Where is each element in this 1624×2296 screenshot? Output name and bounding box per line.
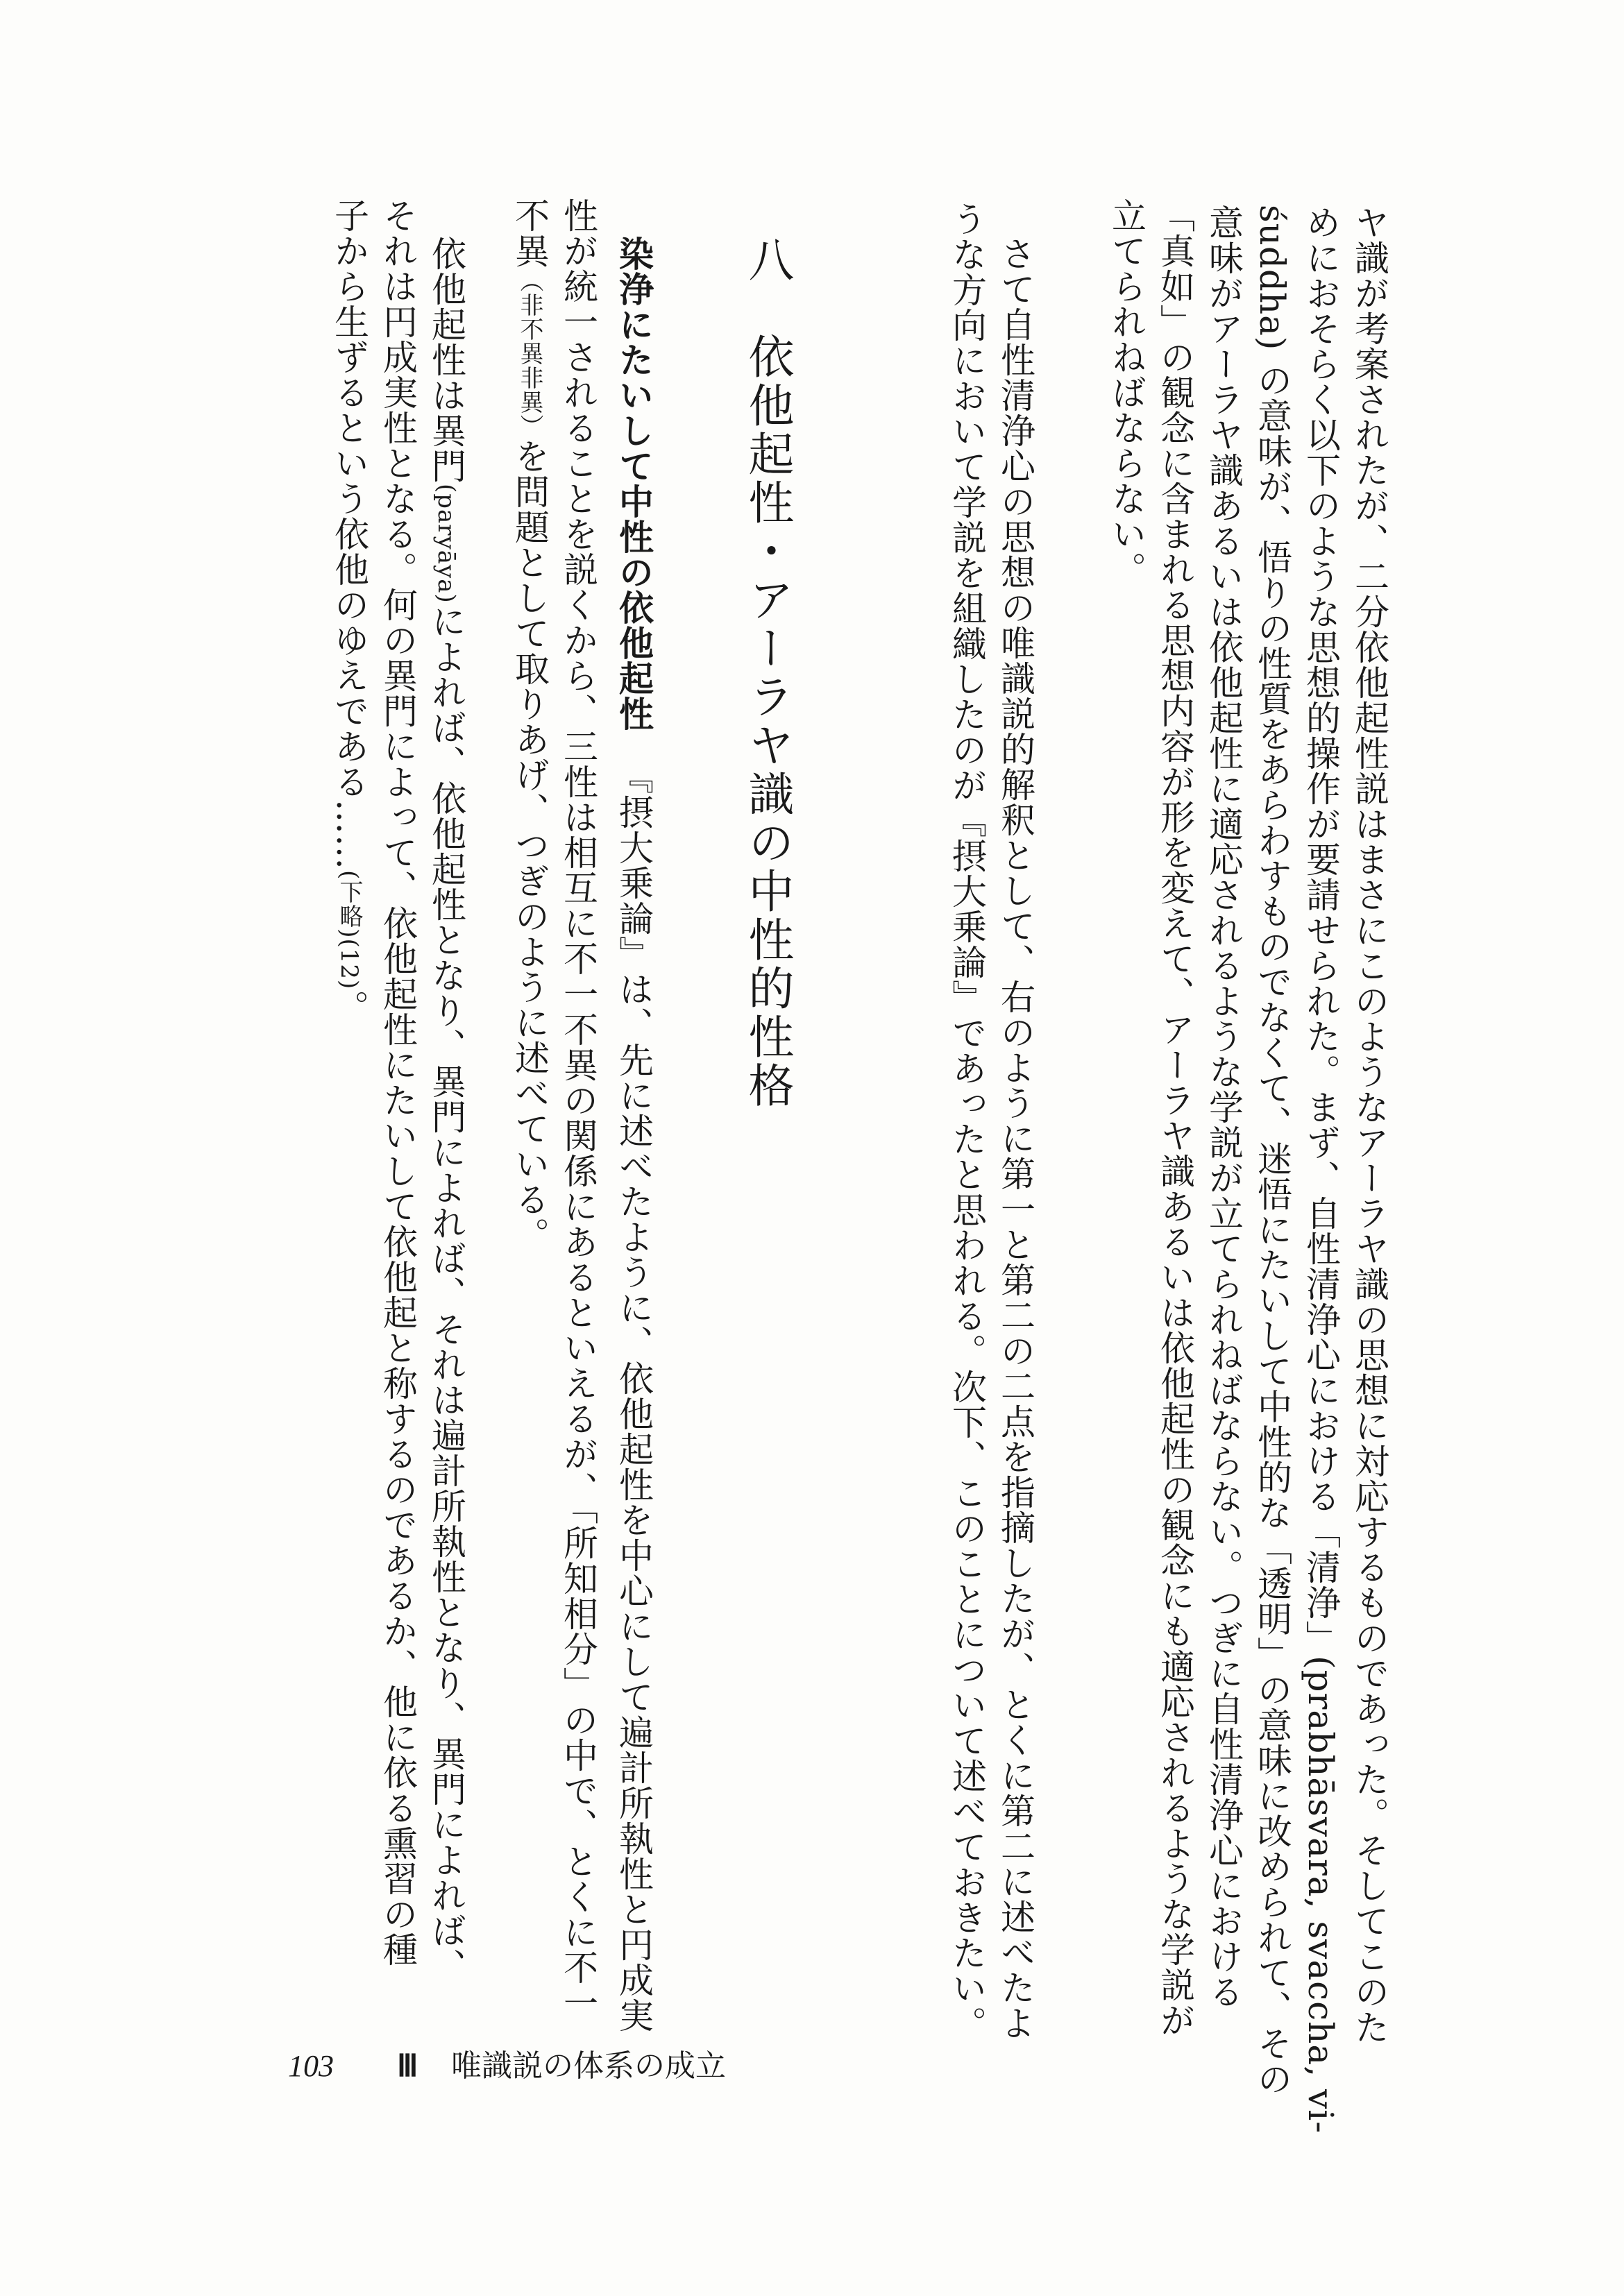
text-run: 依他起性は異門 bbox=[426, 236, 466, 484]
text-column: 立てられねばならない。 bbox=[1106, 198, 1147, 587]
annotation: (下略) bbox=[335, 870, 363, 939]
text-run: によれば、依他起性となり、異門によれば、それは遍計所執性となり、異門によれば、 bbox=[426, 603, 466, 1984]
text-column: さて自性清浄心の思想の唯識説的解釈として、右のように第一と第二の二点を指摘したが、とくに第二に述べたよ bbox=[995, 236, 1035, 2041]
text-column: 意味がアーラヤ識あるいは依他起性に適応されるような学説が立てられねばならない。つぎに自性清浄心における bbox=[1203, 205, 1244, 2009]
part-numeral: Ⅲ bbox=[397, 2049, 418, 2083]
text-run: を問題として取りあげ、つぎのように述べている。 bbox=[509, 439, 550, 1252]
running-head: 唯識説の体系の成立 bbox=[451, 2048, 726, 2084]
text-column: śuddha) の意味が、悟りの性質をあらわすものでなくて、迷悟にたいして中性的な「透明」の意味に改められて、その bbox=[1252, 205, 1292, 2097]
text-column: 性が統一されることを説くから、三性は相互に不一不異の関係にあるといえるが、「所知相分」の中で、とくに不一 bbox=[558, 198, 598, 2021]
footnote-marker: (12) bbox=[335, 938, 363, 990]
section-heading: 八 依他起性・アーラヤ識の中性的性格 bbox=[741, 236, 794, 1110]
text-column bbox=[509, 198, 550, 1252]
page-number: 103 bbox=[288, 2049, 334, 2083]
text-run: 。 bbox=[329, 989, 369, 1026]
subsection-title: 染浄にたいして中性の依他起性 bbox=[614, 236, 654, 731]
text-column: 「真如」の観念に含まれる思想内容が形を変えて、アーラヤ識あるいは依他起性の観念にも適応されるような学説が bbox=[1155, 198, 1195, 2038]
subsection-column bbox=[614, 236, 654, 2033]
text-column: うな方向において学説を組織したのが『摂大乗論』であったと思われる。次下、このことについて述べておきたい。 bbox=[947, 201, 987, 2041]
annotation: （非不異非異） bbox=[516, 269, 543, 439]
quote-column bbox=[426, 236, 466, 1984]
quote-column: それは円成実性となる。何の異門によって、依他起性にたいして依他起と称するのであるか、他に依る熏習の種 bbox=[378, 198, 418, 1967]
text-column: ヤ識が考案されたが、二分依他起性説はまさにこのようなアーラヤ識の思想に対応するものであった。そしてこのた bbox=[1349, 205, 1389, 2045]
text-column: めにおそらく以下のような思想的操作が要請せられた。まず、自性清浄心における「清浄」(prabhāsvara, svaccha, vi- bbox=[1301, 205, 1341, 2134]
quote-column bbox=[329, 198, 369, 1026]
text-run: 子から生ずるという依他のゆえである…… bbox=[329, 198, 369, 870]
text-run: 『摂大乗論』は、先に述べたように、依他起性を中心にして遍計所執性と円成実 bbox=[614, 759, 654, 2033]
text-run: 不異 bbox=[509, 198, 550, 269]
romanized-term: (paryāya) bbox=[432, 484, 460, 604]
